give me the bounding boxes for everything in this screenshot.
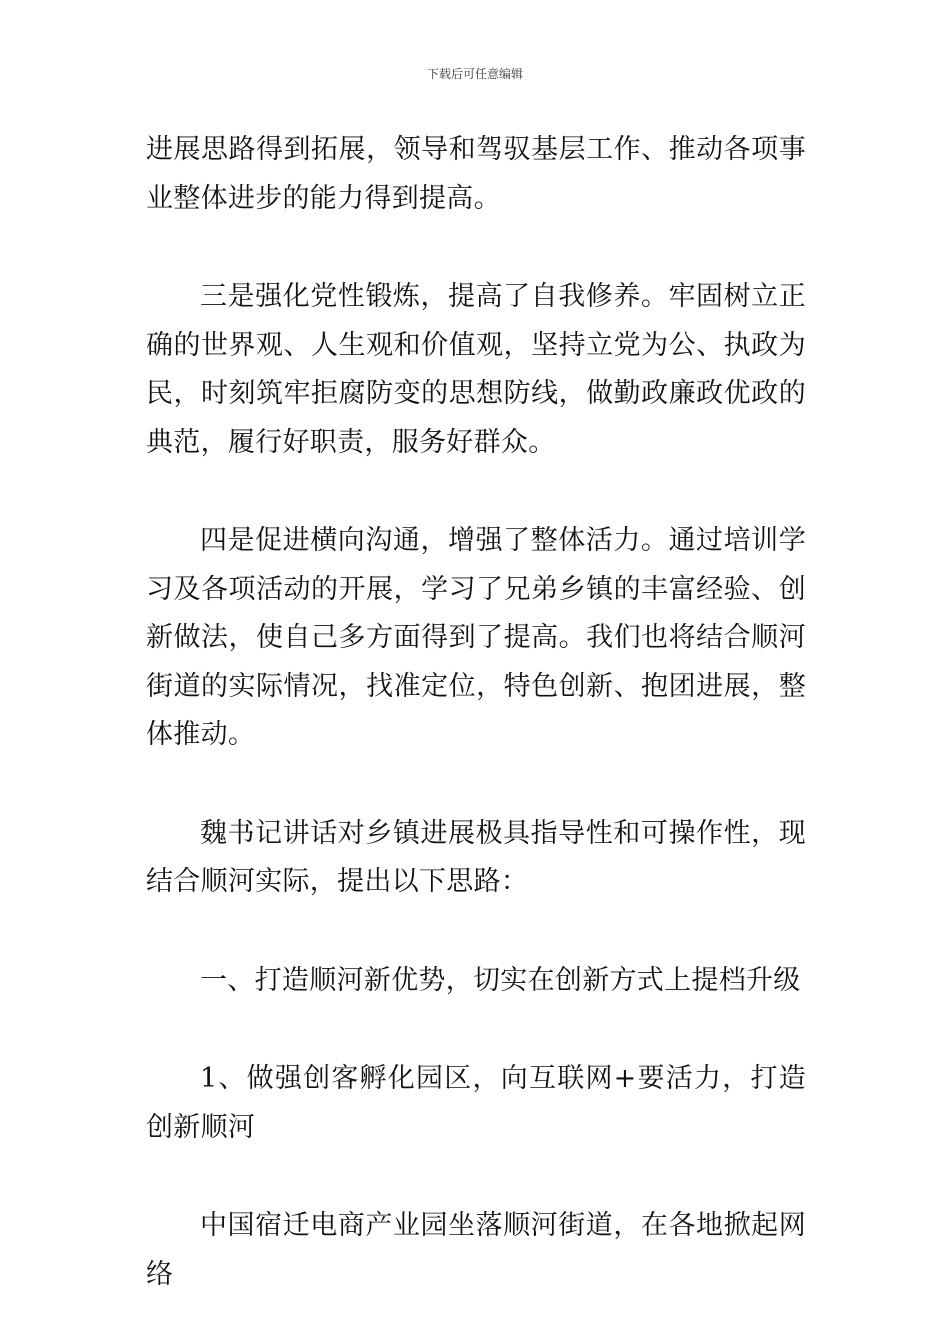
paragraph-speech-summary: 魏书记讲话对乡镇进展极具指导性和可操作性，现结合顺河实际，提出以下思路： bbox=[146, 817, 806, 897]
paragraph-party-spirit: 三是强化党性锻炼，提高了自我修养。牢固树立正确的世界观、人生观和价值观，坚持立党为公、执政为民，时刻筑牢拒腐防变的思想防线，做勤政廉政优政的典范，履行好职责，服务好群众。 bbox=[146, 281, 806, 458]
subsection-heading-1: 1、做强创客孵化园区，向互联网+要活力，打造创新顺河 bbox=[146, 1063, 806, 1143]
paragraph-ecommerce: 中国宿迁电商产业园坐落顺河街道，在各地掀起网络 bbox=[146, 1210, 806, 1290]
header-note: 下载后可任意编辑 bbox=[426, 67, 523, 81]
section-heading-1: 一、打造顺河新优势，切实在创新方式上提档升级 bbox=[200, 964, 801, 996]
document-body bbox=[146, 126, 806, 1299]
paragraph-communication: 四是促进横向沟通，增强了整体活力。通过培训学习及各项活动的开展，学习了兄弟乡镇的丰富经验、创新做法，使自己多方面得到了提高。我们也将结合顺河街道的实际情况，找准定位，特色创新、抱团进展，整体推动。 bbox=[146, 525, 806, 750]
paragraph-continuation: 进展思路得到拓展，领导和驾驭基层工作、推动各项事业整体进步的能力得到提高。 bbox=[146, 134, 806, 214]
